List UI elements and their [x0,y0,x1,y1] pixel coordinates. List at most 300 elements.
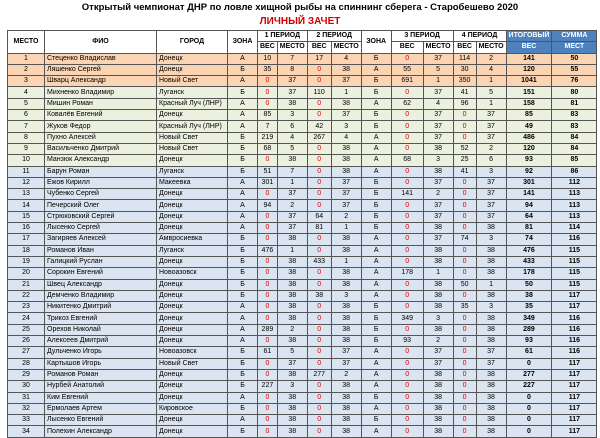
weight-2-cell: 277 [307,369,331,380]
weight-2-cell: 0 [307,324,331,335]
pos-4-cell: 3 [476,166,506,177]
pos-3-cell: 37 [423,177,453,188]
place-cell: 27 [8,347,45,358]
pos-1-cell: 4 [277,132,307,143]
weight-4-cell: 0 [453,132,476,143]
name-cell: Галицкий Руслан [45,256,157,267]
table-row [8,358,597,369]
weight-4-cell: 41 [453,87,476,98]
pos-3-cell: 38 [423,426,453,437]
pos-2-cell: 38 [331,234,361,245]
pos-3-cell: 37 [423,110,453,121]
zone-2-cell: А [361,369,391,380]
pos-1-cell: 6 [277,121,307,132]
weight-2-cell: 0 [307,166,331,177]
city-cell: Новый Свет [157,132,228,143]
table-row [8,313,597,324]
pos-3-cell: 38 [423,324,453,335]
place-cell: 4 [8,87,45,98]
header-total-weight: ВЕС [506,42,552,53]
sum-places-cell: 117 [552,358,597,369]
sum-places-cell: 113 [552,200,597,211]
weight-4-cell: 50 [453,279,476,290]
name-cell: Загиряев Алексей [45,234,157,245]
pos-3-cell: 37 [423,211,453,222]
total-weight-cell: 74 [506,234,552,245]
city-cell: Новый Свет [157,143,228,154]
total-weight-cell: 49 [506,121,552,132]
table-row [8,132,597,143]
name-cell: Швец Александр [45,279,157,290]
pos-4-cell: 38 [476,223,506,234]
header-sum-places: МЕСТ [552,42,597,53]
name-cell: Ковалёв Евгений [45,110,157,121]
pos-1-cell: 2 [277,200,307,211]
zone-1-cell: А [228,324,258,335]
weight-2-cell: 0 [307,358,331,369]
header-name: ФИО [45,31,157,54]
weight-1-cell: 0 [258,223,278,234]
zone-2-cell: А [361,426,391,437]
zone-1-cell: А [228,223,258,234]
pos-1-cell: 37 [277,87,307,98]
place-cell: 22 [8,290,45,301]
zone-1-cell: Б [228,426,258,437]
pos-4-cell: 37 [476,347,506,358]
zone-2-cell: А [361,256,391,267]
pos-1-cell: 8 [277,64,307,75]
table-row [8,381,597,392]
city-cell: Донецк [157,189,228,200]
sum-places-cell: 85 [552,155,597,166]
pos-4-cell: 38 [476,268,506,279]
sum-places-cell: 117 [552,426,597,437]
table-row [8,155,597,166]
pos-2-cell: 38 [331,64,361,75]
header-pos-3: МЕСТО [423,42,453,53]
weight-3-cell: 0 [391,132,423,143]
total-weight-cell: 141 [506,53,552,64]
city-cell: Макеевка [157,177,228,188]
weight-4-cell: 0 [453,245,476,256]
zone-1-cell: А [228,189,258,200]
sum-places-cell: 83 [552,121,597,132]
weight-2-cell: 0 [307,200,331,211]
weight-1-cell: 0 [258,87,278,98]
weight-2-cell: 267 [307,132,331,143]
header-city: ГОРОД [157,31,228,54]
weight-1-cell: 0 [258,256,278,267]
weight-2-cell: 0 [307,426,331,437]
zone-2-cell: Б [361,211,391,222]
zone-2-cell: А [361,290,391,301]
name-cell: Дульченко Игорь [45,347,157,358]
total-weight-cell: 0 [506,426,552,437]
place-cell: 31 [8,392,45,403]
pos-1-cell: 37 [277,76,307,87]
pos-1-cell: 37 [277,189,307,200]
pos-2-cell: 37 [331,177,361,188]
city-cell: Донецк [157,256,228,267]
table-row [8,53,597,64]
pos-2-cell: 38 [331,381,361,392]
weight-3-cell: 0 [391,223,423,234]
zone-1-cell: Б [228,369,258,380]
zone-1-cell: Б [228,358,258,369]
header-weight-1: ВЕС [258,42,278,53]
zone-2-cell: Б [361,53,391,64]
city-cell: Донецк [157,64,228,75]
total-weight-cell: 158 [506,98,552,109]
pos-2-cell: 37 [331,347,361,358]
total-weight-cell: 92 [506,166,552,177]
city-cell: Новоазовск [157,268,228,279]
sum-places-cell: 116 [552,324,597,335]
total-weight-cell: 301 [506,177,552,188]
weight-4-cell: 0 [453,381,476,392]
place-cell: 21 [8,279,45,290]
city-cell: Луганск [157,245,228,256]
place-cell: 26 [8,336,45,347]
weight-4-cell: 0 [453,121,476,132]
place-cell: 33 [8,415,45,426]
name-cell: Васильченко Дмитрий [45,143,157,154]
weight-4-cell: 114 [453,53,476,64]
total-weight-cell: 61 [506,347,552,358]
weight-4-cell: 0 [453,189,476,200]
sum-places-cell: 117 [552,369,597,380]
pos-2-cell: 38 [331,403,361,414]
weight-1-cell: 0 [258,369,278,380]
zone-1-cell: А [228,415,258,426]
zone-2-cell: Б [361,110,391,121]
pos-1-cell: 37 [277,358,307,369]
pos-3-cell: 2 [423,336,453,347]
sum-places-cell: 81 [552,98,597,109]
weight-2-cell: 17 [307,53,331,64]
place-cell: 8 [8,132,45,143]
sum-places-cell: 84 [552,132,597,143]
zone-2-cell: Б [361,324,391,335]
weight-2-cell: 0 [307,177,331,188]
total-weight-cell: 433 [506,256,552,267]
header-place: МЕСТО [8,31,45,54]
table-row [8,392,597,403]
pos-4-cell: 6 [476,155,506,166]
weight-1-cell: 0 [258,336,278,347]
name-cell: Ким Евгений [45,392,157,403]
weight-3-cell: 0 [391,403,423,414]
pos-1-cell: 38 [277,415,307,426]
weight-3-cell: 141 [391,189,423,200]
total-weight-cell: 277 [506,369,552,380]
total-weight-cell: 81 [506,223,552,234]
pos-2-cell: 38 [331,415,361,426]
pos-4-cell: 38 [476,369,506,380]
zone-1-cell: А [228,200,258,211]
weight-1-cell: 0 [258,290,278,301]
name-cell: Полехин Александр [45,426,157,437]
total-weight-cell: 289 [506,324,552,335]
pos-2-cell: 38 [331,313,361,324]
pos-1-cell: 3 [277,110,307,121]
zone-1-cell: Б [228,143,258,154]
pos-4-cell: 38 [476,381,506,392]
place-cell: 34 [8,426,45,437]
total-weight-cell: 38 [506,290,552,301]
sum-places-cell: 116 [552,336,597,347]
city-cell: Донецк [157,223,228,234]
weight-1-cell: 0 [258,268,278,279]
pos-2-cell: 38 [331,245,361,256]
pos-3-cell: 37 [423,347,453,358]
pos-3-cell: 38 [423,302,453,313]
weight-4-cell: 74 [453,234,476,245]
sum-places-cell: 117 [552,290,597,301]
weight-2-cell: 0 [307,313,331,324]
weight-3-cell: 0 [391,347,423,358]
zone-2-cell: А [361,155,391,166]
weight-4-cell: 0 [453,336,476,347]
total-weight-cell: 94 [506,200,552,211]
pos-4-cell: 1 [476,98,506,109]
pos-4-cell: 38 [476,324,506,335]
weight-4-cell: 0 [453,313,476,324]
city-cell: Донецк [157,53,228,64]
place-cell: 1 [8,53,45,64]
weight-1-cell: 301 [258,177,278,188]
sum-places-cell: 117 [552,392,597,403]
place-cell: 24 [8,313,45,324]
pos-2-cell: 37 [331,358,361,369]
pos-2-cell: 4 [331,53,361,64]
weight-3-cell: 0 [391,426,423,437]
weight-4-cell: 0 [453,358,476,369]
weight-2-cell: 0 [307,268,331,279]
weight-3-cell: 93 [391,336,423,347]
zone-2-cell: Б [361,121,391,132]
city-cell: Донецк [157,392,228,403]
name-cell: Михненко Владимир [45,87,157,98]
weight-3-cell: 0 [391,211,423,222]
pos-1-cell: 3 [277,381,307,392]
pos-3-cell: 3 [423,155,453,166]
pos-3-cell: 38 [423,143,453,154]
weight-3-cell: 0 [391,369,423,380]
zone-1-cell: Б [228,381,258,392]
weight-4-cell: 35 [453,302,476,313]
zone-2-cell: Б [361,415,391,426]
weight-2-cell: 0 [307,403,331,414]
place-cell: 14 [8,200,45,211]
pos-3-cell: 38 [423,256,453,267]
weight-2-cell: 0 [307,234,331,245]
place-cell: 30 [8,381,45,392]
weight-2-cell: 0 [307,98,331,109]
zone-1-cell: А [228,313,258,324]
pos-2-cell: 38 [331,143,361,154]
pos-3-cell: 5 [423,64,453,75]
city-cell: Кировское [157,403,228,414]
total-weight-cell: 476 [506,245,552,256]
place-cell: 25 [8,324,45,335]
table-row [8,336,597,347]
page-title: Открытый чемпионат ДНР по ловле хищной рыбы на спиннинг сберега - Старобешево 2020 [81,2,519,13]
zone-1-cell: А [228,110,258,121]
weight-1-cell: 0 [258,313,278,324]
weight-2-cell: 433 [307,256,331,267]
pos-2-cell: 3 [331,290,361,301]
weight-3-cell: 349 [391,313,423,324]
zone-2-cell: Б [361,302,391,313]
weight-2-cell: 0 [307,336,331,347]
weight-2-cell: 38 [307,290,331,301]
city-cell: Новоазовск [157,347,228,358]
weight-4-cell: 0 [453,324,476,335]
pos-2-cell: 38 [331,426,361,437]
weight-3-cell: 0 [391,302,423,313]
name-cell: Лысенко Сергей [45,223,157,234]
pos-4-cell: 38 [476,336,506,347]
weight-2-cell: 110 [307,87,331,98]
name-cell: Ежов Кирилл [45,177,157,188]
weight-4-cell: 0 [453,369,476,380]
city-cell: Донецк [157,324,228,335]
weight-1-cell: 0 [258,76,278,87]
pos-2-cell: 38 [331,302,361,313]
name-cell: Романов Иван [45,245,157,256]
city-cell: Донецк [157,336,228,347]
pos-1-cell: 38 [277,268,307,279]
total-weight-cell: 151 [506,87,552,98]
sum-places-cell: 115 [552,256,597,267]
city-cell: Красный Луч (ЛНР) [157,98,228,109]
total-weight-cell: 35 [506,302,552,313]
pos-2-cell: 37 [331,200,361,211]
pos-4-cell: 37 [476,358,506,369]
total-weight-cell: 349 [506,313,552,324]
sum-places-cell: 117 [552,381,597,392]
total-weight-cell: 0 [506,403,552,414]
total-weight-cell: 0 [506,392,552,403]
pos-1-cell: 38 [277,290,307,301]
pos-4-cell: 2 [476,143,506,154]
zone-2-cell: А [361,347,391,358]
place-cell: 16 [8,223,45,234]
zone-1-cell: А [228,76,258,87]
city-cell: Донецк [157,290,228,301]
place-cell: 20 [8,268,45,279]
pos-1-cell: 7 [277,166,307,177]
pos-2-cell: 2 [331,369,361,380]
pos-2-cell: 37 [331,189,361,200]
pos-1-cell: 5 [277,143,307,154]
pos-2-cell: 38 [331,268,361,279]
weight-2-cell: 0 [307,279,331,290]
header-total: ИТОГОВЫЙ [506,31,552,42]
weight-2-cell: 0 [307,347,331,358]
name-cell: Демченко Владимир [45,290,157,301]
weight-1-cell: 51 [258,166,278,177]
sum-places-cell: 50 [552,53,597,64]
table-row [8,110,597,121]
weight-4-cell: 0 [453,403,476,414]
pos-1-cell: 38 [277,155,307,166]
weight-1-cell: 0 [258,403,278,414]
weight-3-cell: 0 [391,110,423,121]
place-cell: 12 [8,177,45,188]
name-cell: Стрюковский Сергей [45,211,157,222]
sum-places-cell: 117 [552,302,597,313]
pos-1-cell: 1 [277,245,307,256]
pos-4-cell: 38 [476,415,506,426]
pos-1-cell: 2 [277,324,307,335]
table-row [8,369,597,380]
pos-4-cell: 37 [476,211,506,222]
total-weight-cell: 85 [506,110,552,121]
city-cell: Новый Свет [157,358,228,369]
weight-4-cell: 0 [453,426,476,437]
pos-3-cell: 38 [423,166,453,177]
place-cell: 10 [8,155,45,166]
weight-2-cell: 0 [307,381,331,392]
weight-1-cell: 0 [258,211,278,222]
zone-1-cell: Б [228,347,258,358]
weight-1-cell: 289 [258,324,278,335]
weight-2-cell: 0 [307,245,331,256]
pos-1-cell: 38 [277,336,307,347]
place-cell: 19 [8,256,45,267]
place-cell: 18 [8,245,45,256]
pos-2-cell: 38 [331,336,361,347]
table-row [8,415,597,426]
table-row [8,403,597,414]
place-cell: 9 [8,143,45,154]
sum-places-cell: 112 [552,177,597,188]
name-cell: Трикоз Евгений [45,313,157,324]
pos-3-cell: 1 [423,268,453,279]
weight-3-cell: 0 [391,256,423,267]
zone-2-cell: А [361,279,391,290]
name-cell: Алексеев Дмитрий [45,336,157,347]
pos-3-cell: 1 [423,76,453,87]
name-cell: Ермолаев Артем [45,403,157,414]
header-zone-1: ЗОНА [228,31,258,54]
pos-2-cell: 38 [331,324,361,335]
name-cell: Шварц Александр [45,76,157,87]
weight-1-cell: 85 [258,110,278,121]
weight-3-cell: 62 [391,98,423,109]
header-weight-4: ВЕС [453,42,476,53]
zone-2-cell: Б [361,392,391,403]
total-weight-cell: 0 [506,358,552,369]
table-row [8,234,597,245]
pos-3-cell: 38 [423,415,453,426]
pos-3-cell: 37 [423,121,453,132]
weight-2-cell: 64 [307,211,331,222]
zone-1-cell: Б [228,234,258,245]
pos-3-cell: 38 [423,381,453,392]
city-cell: Донецк [157,110,228,121]
weight-3-cell: 0 [391,392,423,403]
header-pos-1: МЕСТО [277,42,307,53]
pos-1-cell: 37 [277,211,307,222]
pos-1-cell: 38 [277,98,307,109]
table-row [8,143,597,154]
total-weight-cell: 141 [506,189,552,200]
table-row [8,189,597,200]
pos-3-cell: 38 [423,290,453,301]
